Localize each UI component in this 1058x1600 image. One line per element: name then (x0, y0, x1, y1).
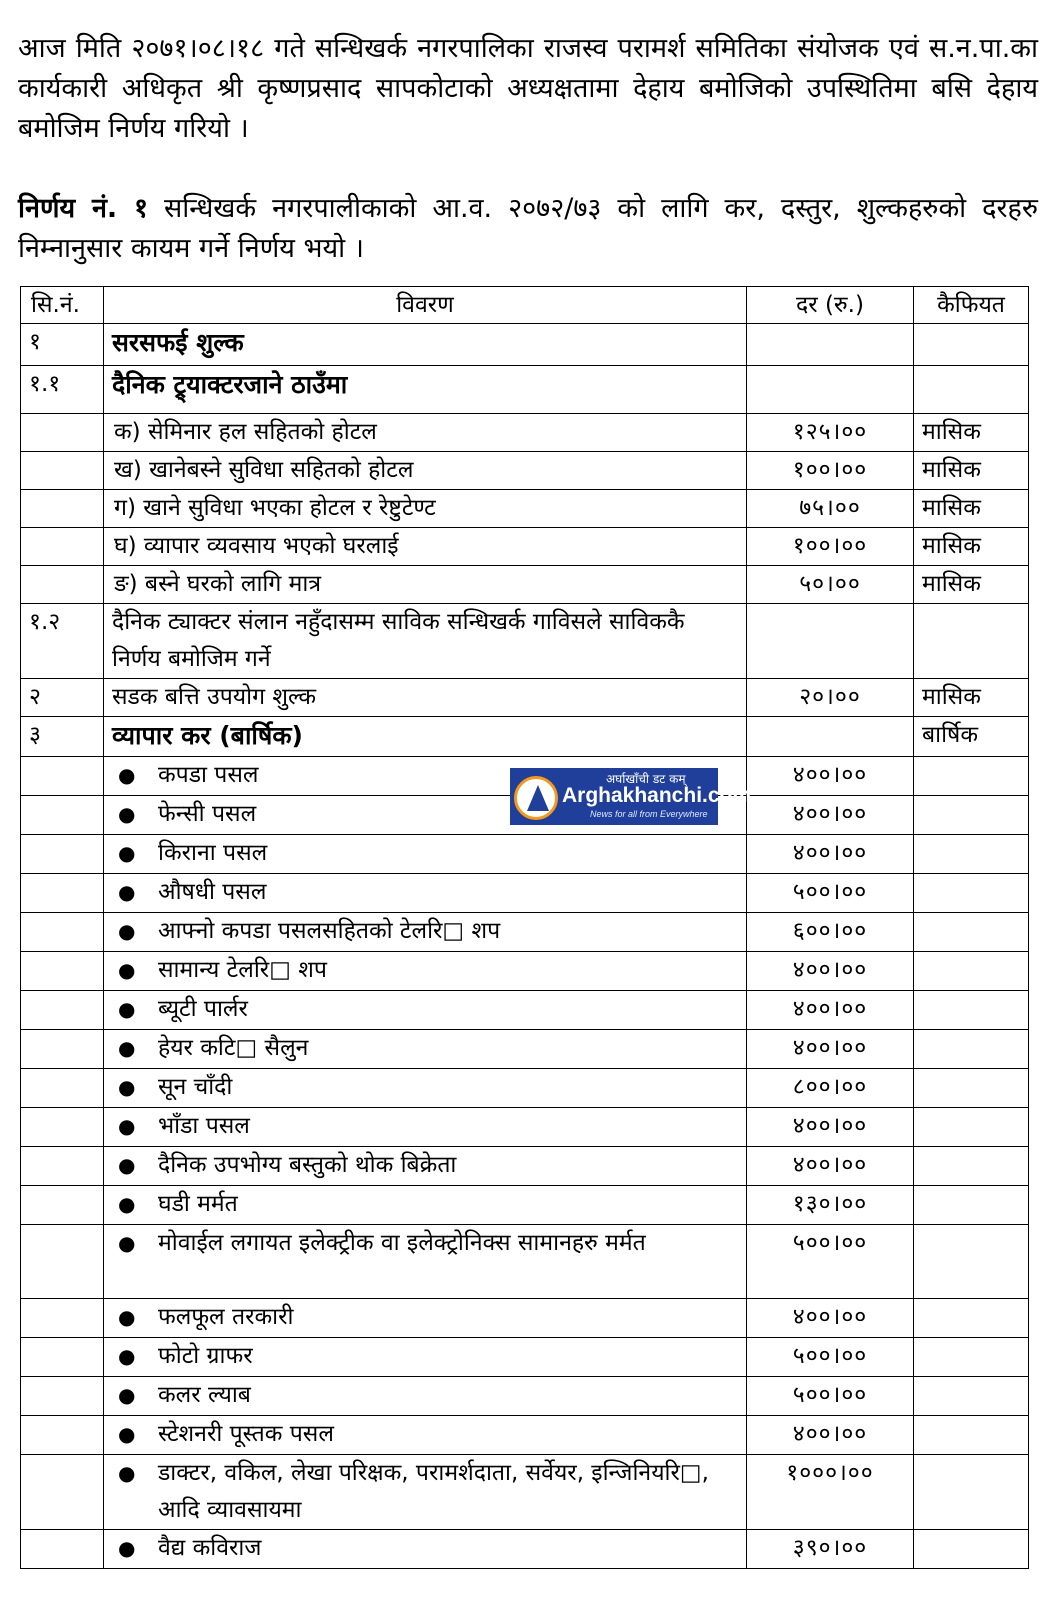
bullet-icon: ● (118, 802, 136, 826)
row-sn (21, 414, 104, 452)
bullet-item (104, 913, 747, 952)
bullet-icon: ● (118, 1114, 136, 1138)
logo-emblem-icon (514, 776, 558, 820)
bullet-item-rate: ८००।०० (747, 1069, 914, 1108)
bullet-item-rate: ४००।०० (747, 757, 914, 796)
bullet-item-text: ब्यूटी पार्लर (158, 996, 248, 1022)
header-desc: विवरण (104, 287, 747, 324)
row-sn-empty (21, 952, 104, 991)
row-description: ग) खाने सुविधा भएका होटल र रेष्टुटेण्ट (104, 490, 747, 528)
table-row-bullet (21, 1186, 1029, 1225)
header-sn: सि.नं. (21, 287, 104, 324)
bullet-icon: ● (118, 997, 136, 1021)
row-rate: ७५।०० (747, 490, 914, 528)
bullet-item-text: फलफूल तरकारी (158, 1304, 294, 1330)
bullet-item-rate: ५००।०० (747, 1225, 914, 1299)
row-sn-empty (21, 835, 104, 874)
bullet-item-rate: १०००।०० (747, 1455, 914, 1530)
bullet-item (104, 1225, 747, 1299)
bullet-icon: ● (118, 1536, 136, 1560)
row-sn-empty (21, 1338, 104, 1377)
bullet-item (104, 1069, 747, 1108)
table-row-bullet (21, 1030, 1029, 1069)
row-sn-empty (21, 1030, 104, 1069)
bullet-item-rate: १३०।०० (747, 1186, 914, 1225)
bullet-item-rate: ४००।०० (747, 1299, 914, 1338)
bullet-item (104, 1455, 747, 1530)
bullet-item (104, 874, 747, 913)
bullet-item-remark (914, 1416, 1029, 1455)
bullet-icon: ● (118, 880, 136, 904)
row-sn-empty (21, 1186, 104, 1225)
row-remark (914, 604, 1029, 679)
bullet-item-text: सून चाँदी (158, 1074, 233, 1100)
table-row-bullet (21, 1108, 1029, 1147)
row-rate: २०।०० (747, 679, 914, 717)
intro-paragraph: आज मिति २०७१।०८।१८ गते सन्धिखर्क नगरपालिका राजस्व परामर्श समितिका संयोजक एवं स.न.पा.का कार्यकारी अधिकृत श्री कृष्णप्रसाद सापकोटाको अध्यक्षतामा देहाय बमोजिको उपस्थितिमा बसि देहाय बमोजिम निर्णय गरियो । (18, 33, 1038, 144)
row-sn-empty (21, 913, 104, 952)
bullet-item-text: आफ्नो कपडा पसलसहितको टेलरि□ शप (158, 918, 501, 944)
bullet-item-remark (914, 835, 1029, 874)
bullet-icon: ● (118, 1344, 136, 1368)
row-sn: १.१ (21, 366, 104, 414)
row-sn-empty (21, 1108, 104, 1147)
row-remark: मासिक (914, 414, 1029, 452)
table-row-bullet (21, 1338, 1029, 1377)
row-sn-empty (21, 1455, 104, 1530)
bullet-item-rate: ४००।०० (747, 991, 914, 1030)
row-remark: मासिक (914, 528, 1029, 566)
bullet-item-text: कलर ल्याब (158, 1382, 251, 1408)
row-description: व्यापार कर (बार्षिक) (104, 717, 747, 757)
row-sn-empty (21, 1069, 104, 1108)
bullet-item (104, 1030, 747, 1069)
bullet-icon: ● (118, 919, 136, 943)
bullet-icon: ● (118, 1075, 136, 1099)
row-remark: मासिक (914, 679, 1029, 717)
bullet-item-remark (914, 913, 1029, 952)
bullet-item-rate: ४००।०० (747, 1030, 914, 1069)
table-header-row (21, 287, 1029, 324)
row-description: घ) व्यापार व्यवसाय भएको घरलाई (104, 528, 747, 566)
table-row-bullet (21, 1530, 1029, 1569)
table-row (21, 452, 1029, 490)
row-description: दैनिक ट्याक्टर संलान नहुँदासम्म साविक सन्धिखर्क गाविसले साविककै निर्णय बमोजिम गर्ने (104, 604, 747, 679)
bullet-icon: ● (118, 1231, 136, 1255)
row-sn (21, 452, 104, 490)
bullet-item-remark (914, 991, 1029, 1030)
bullet-item-remark (914, 1377, 1029, 1416)
bullet-item-rate: ४००।०० (747, 835, 914, 874)
bullet-item-rate: ५००।०० (747, 874, 914, 913)
bullet-item-remark (914, 757, 1029, 796)
bullet-item-text: सामान्य टेलरि□ शप (158, 957, 327, 983)
row-rate (747, 324, 914, 366)
bullet-item-remark (914, 1147, 1029, 1186)
bullet-item (104, 1147, 747, 1186)
row-sn-empty (21, 1377, 104, 1416)
table-row (21, 566, 1029, 604)
logo-name: Arghakhanchi.com (562, 784, 752, 807)
row-sn (21, 566, 104, 604)
row-description: दैनिक ट्र्याक्टरजाने ठाउँमा (104, 366, 747, 414)
bullet-item-rate: ४००।०० (747, 952, 914, 991)
bullet-item-remark (914, 1069, 1029, 1108)
row-remark: बार्षिक (914, 717, 1029, 757)
row-description: सरसफई शुल्क (104, 324, 747, 366)
decision-text: सन्धिखर्क नगरपालीकाको आ.व. २०७२/७३ को लागि कर, दस्तुर, शुल्कहरुको दरहरु निम्नानुसार कायम गर्ने निर्णय भयो । (18, 193, 1039, 264)
row-remark (914, 324, 1029, 366)
table-row (21, 604, 1029, 679)
row-remark: मासिक (914, 490, 1029, 528)
bullet-item (104, 1108, 747, 1147)
row-description: सडक बत्ति उपयोग शुल्क (104, 679, 747, 717)
bullet-icon: ● (118, 1422, 136, 1446)
bullet-item (104, 835, 747, 874)
bullet-icon: ● (118, 1036, 136, 1060)
arghakhanchi-watermark-logo (510, 768, 752, 825)
bullet-item (104, 1377, 747, 1416)
bullet-item (104, 1416, 747, 1455)
bullet-item-rate: ४००।०० (747, 1416, 914, 1455)
bullet-item-text: फेन्सी पसल (158, 801, 257, 827)
table-row-bullet (21, 1225, 1029, 1299)
row-description: ख) खानेबस्ने सुविधा सहितको होटल (104, 452, 747, 490)
logo-tagline: News for all from Everywhere (590, 809, 708, 819)
row-sn-empty (21, 1530, 104, 1569)
row-description: क) सेमिनार हल सहितको होटल (104, 414, 747, 452)
bullet-item (104, 1186, 747, 1225)
bullet-item (104, 1299, 747, 1338)
bullet-icon: ● (118, 763, 136, 787)
row-description: ङ) बस्ने घरको लागि मात्र (104, 566, 747, 604)
table-row (21, 717, 1029, 757)
row-sn-empty (21, 1299, 104, 1338)
header-rate: दर (रु.) (747, 287, 914, 324)
row-remark: मासिक (914, 452, 1029, 490)
row-sn: १.२ (21, 604, 104, 679)
table-row-bullet (21, 835, 1029, 874)
row-rate: १००।०० (747, 528, 914, 566)
bullet-item-text: कपडा पसल (158, 762, 259, 788)
row-sn (21, 490, 104, 528)
table-row-bullet (21, 1299, 1029, 1338)
table-row (21, 414, 1029, 452)
table-row-bullet (21, 874, 1029, 913)
rates-table-body (21, 324, 1029, 1569)
row-sn-empty (21, 991, 104, 1030)
row-rate (747, 366, 914, 414)
bullet-item-rate: ४००।०० (747, 796, 914, 835)
table-row-bullet (21, 1377, 1029, 1416)
row-rate: १००।०० (747, 452, 914, 490)
bullet-item-text: हेयर कटि□ सैलुन (158, 1035, 309, 1061)
row-remark (914, 366, 1029, 414)
row-sn: १ (21, 324, 104, 366)
bullet-item-text: फोटो ग्राफर (158, 1343, 253, 1369)
row-sn-empty (21, 796, 104, 835)
bullet-item-text: मोवाईल लगायत इलेक्ट्रीक वा इलेक्ट्रोनिक्स सामानहरु मर्मत (158, 1230, 646, 1256)
bullet-item-text: वैद्य कविराज (158, 1535, 262, 1561)
rates-table (20, 286, 1029, 1569)
bullet-icon: ● (118, 958, 136, 982)
bullet-icon: ● (118, 1192, 136, 1216)
bullet-item-rate: ३९०।०० (747, 1530, 914, 1569)
bullet-icon: ● (118, 1383, 136, 1407)
row-sn (21, 528, 104, 566)
table-row (21, 679, 1029, 717)
table-row-bullet (21, 1069, 1029, 1108)
row-sn-empty (21, 874, 104, 913)
header-remark: कैफियत (914, 287, 1029, 324)
bullet-item-text: स्टेशनरी पूस्तक पसल (158, 1421, 334, 1447)
logo-top-text: अर्घाखाँची डट कम् (606, 772, 686, 786)
bullet-icon: ● (118, 1461, 136, 1485)
table-row-bullet (21, 991, 1029, 1030)
bullet-item-text: औषधी पसल (158, 879, 267, 905)
bullet-item-text: घडी मर्मत (158, 1191, 238, 1217)
bullet-item-text: किराना पसल (158, 840, 268, 866)
row-sn-empty (21, 1416, 104, 1455)
bullet-icon: ● (118, 841, 136, 865)
row-rate (747, 717, 914, 757)
bullet-item (104, 991, 747, 1030)
bullet-item-rate: ५००।०० (747, 1377, 914, 1416)
row-sn: ३ (21, 717, 104, 757)
bullet-item-text: दैनिक उपभोग्य बस्तुको थोक बिक्रेता (158, 1152, 457, 1178)
bullet-item-remark (914, 1225, 1029, 1299)
table-row-bullet (21, 1147, 1029, 1186)
row-sn: २ (21, 679, 104, 717)
bullet-item-remark (914, 1530, 1029, 1569)
bullet-icon: ● (118, 1305, 136, 1329)
row-rate: ५०।०० (747, 566, 914, 604)
bullet-item-rate: ६००।०० (747, 913, 914, 952)
row-sn-empty (21, 1147, 104, 1186)
row-rate: १२५।०० (747, 414, 914, 452)
bullet-item-rate: ५००।०० (747, 1338, 914, 1377)
bullet-item-rate: ४००।०० (747, 1147, 914, 1186)
bullet-item-remark (914, 1186, 1029, 1225)
bullet-icon: ● (118, 1153, 136, 1177)
bullet-item-remark (914, 1108, 1029, 1147)
bullet-item-remark (914, 952, 1029, 991)
row-sn-empty (21, 1225, 104, 1299)
table-row-bullet (21, 1416, 1029, 1455)
table-row (21, 366, 1029, 414)
bullet-item-remark (914, 796, 1029, 835)
row-remark: मासिक (914, 566, 1029, 604)
bullet-item-rate: ४००।०० (747, 1108, 914, 1147)
bullet-item-text: भाँडा पसल (158, 1113, 250, 1139)
bullet-item-text: डाक्टर, वकिल, लेखा परिक्षक, परामर्शदाता, सर्वेयर, इन्जिनियरि□, आदि व्यावसायमा (158, 1460, 709, 1523)
row-sn-empty (21, 757, 104, 796)
table-row-bullet (21, 952, 1029, 991)
table-row (21, 324, 1029, 366)
bullet-item (104, 1338, 747, 1377)
bullet-item-remark (914, 1455, 1029, 1530)
table-row-bullet (21, 913, 1029, 952)
bullet-item (104, 952, 747, 991)
bullet-item-remark (914, 1030, 1029, 1069)
table-row-bullet (21, 1455, 1029, 1530)
table-row (21, 528, 1029, 566)
decision-paragraph (18, 189, 1038, 269)
bullet-item-remark (914, 1338, 1029, 1377)
bullet-item-remark (914, 874, 1029, 913)
row-rate (747, 604, 914, 679)
decision-label: निर्णय नं. १ (18, 193, 149, 224)
table-row (21, 490, 1029, 528)
bullet-item-remark (914, 1299, 1029, 1338)
bullet-item (104, 1530, 747, 1569)
